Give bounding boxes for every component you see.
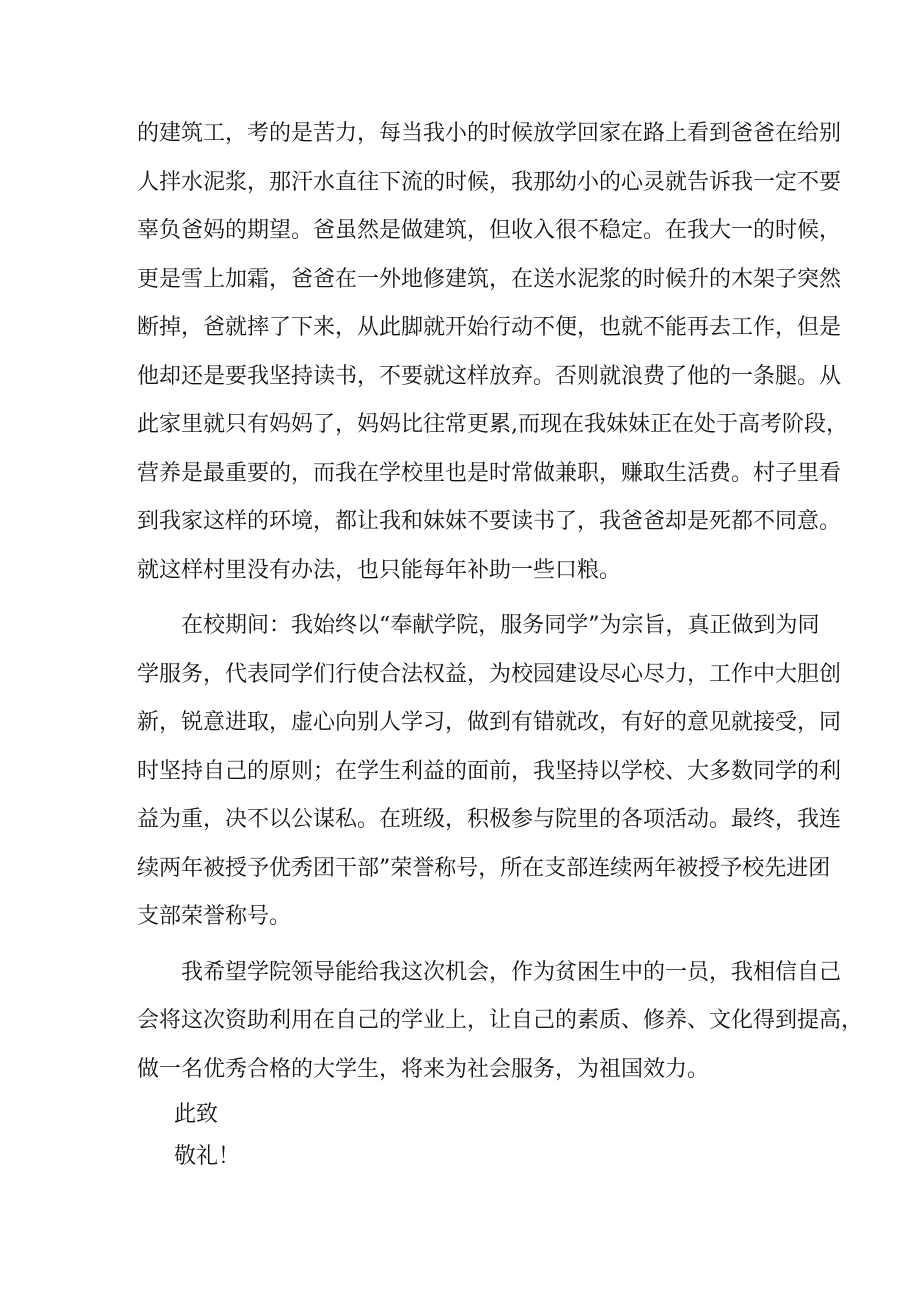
text-line: 新，锐意进取，虚心向别人学习，做到有错就改，有好的意见就接受，同 [137,710,842,735]
text-line: 做一名优秀合格的大学生，将来为社会服务，为祖国效力。 [137,1056,710,1082]
paragraph-family-situation [137,110,848,595]
closing-regards: 敬礼！ [174,1144,241,1169]
text-line: 在校期间：我始终以“奉献学院，服务同学”为宗旨，真正做到为同 [181,613,820,638]
text-line: 支部荣誉称号。 [137,904,292,929]
text-line: 辜负爸妈的期望。爸虽然是做建筑，但收入很不稳定。在我大一的时候， [137,218,842,243]
text-line: 人拌水泥浆，那汗水直往下流的时候，我那幼小的心灵就告诉我一定不要 [137,169,842,195]
letter-closing [137,1094,787,1178]
text-line: 续两年被授予优秀团干部”荣誉称号，所在支部连续两年被授予校先进团 [137,855,831,881]
letter-body [137,110,864,1178]
text-line: 益为重，决不以公谋私。在班级，积极参与院里的各项活动。最终，我连 [137,807,842,832]
text-line: 断掉，爸就摔了下来，从此脚就开始行动不便，也就不能再去工作，但是 [137,315,842,340]
text-line: 的建筑工，考的是苦力，每当我小的时候放学回家在路上看到爸爸在给别 [137,121,842,146]
text-line: 学服务，代表同学们行使合法权益，为校园建设尽心尽力，工作中大胆创 [137,661,842,687]
text-line: 会将这次资助利用在自己的学业上，让自己的素质、修养、文化得到提高， [137,1008,864,1033]
text-line: 此家里就只有妈妈了，妈妈比往常更累,而现在我妹妹正在处于高考阶段， [137,412,848,437]
text-line: 到我家这样的环境，都让我和妹妹不要读书了，我爸爸却是死都不同意。 [137,509,842,534]
closing-salutation: 此致 [174,1102,219,1127]
paragraph-request [137,949,864,1095]
text-line: 就这样村里没有办法，也只能每年补助一些口粮。 [137,557,622,583]
text-line: 时坚持自己的原则；在学生利益的面前，我坚持以学校、大多数同学的利 [137,758,842,784]
text-line: 他却还是要我坚持读书，不要就这样放弃。否则就浪费了他的一条腿。从 [137,363,842,389]
text-line: 营养是最重要的，而我在学校里也是时常做兼职，赚取生活费。村子里看 [137,460,842,486]
text-line: 我希望学院领导能给我这次机会，作为贫困生中的一员，我相信自己 [181,959,842,985]
paragraph-school-service [137,602,842,942]
text-line: 更是雪上加霜，爸爸在一外地修建筑，在送水泥浆的时候升的木架子突然 [137,266,842,292]
